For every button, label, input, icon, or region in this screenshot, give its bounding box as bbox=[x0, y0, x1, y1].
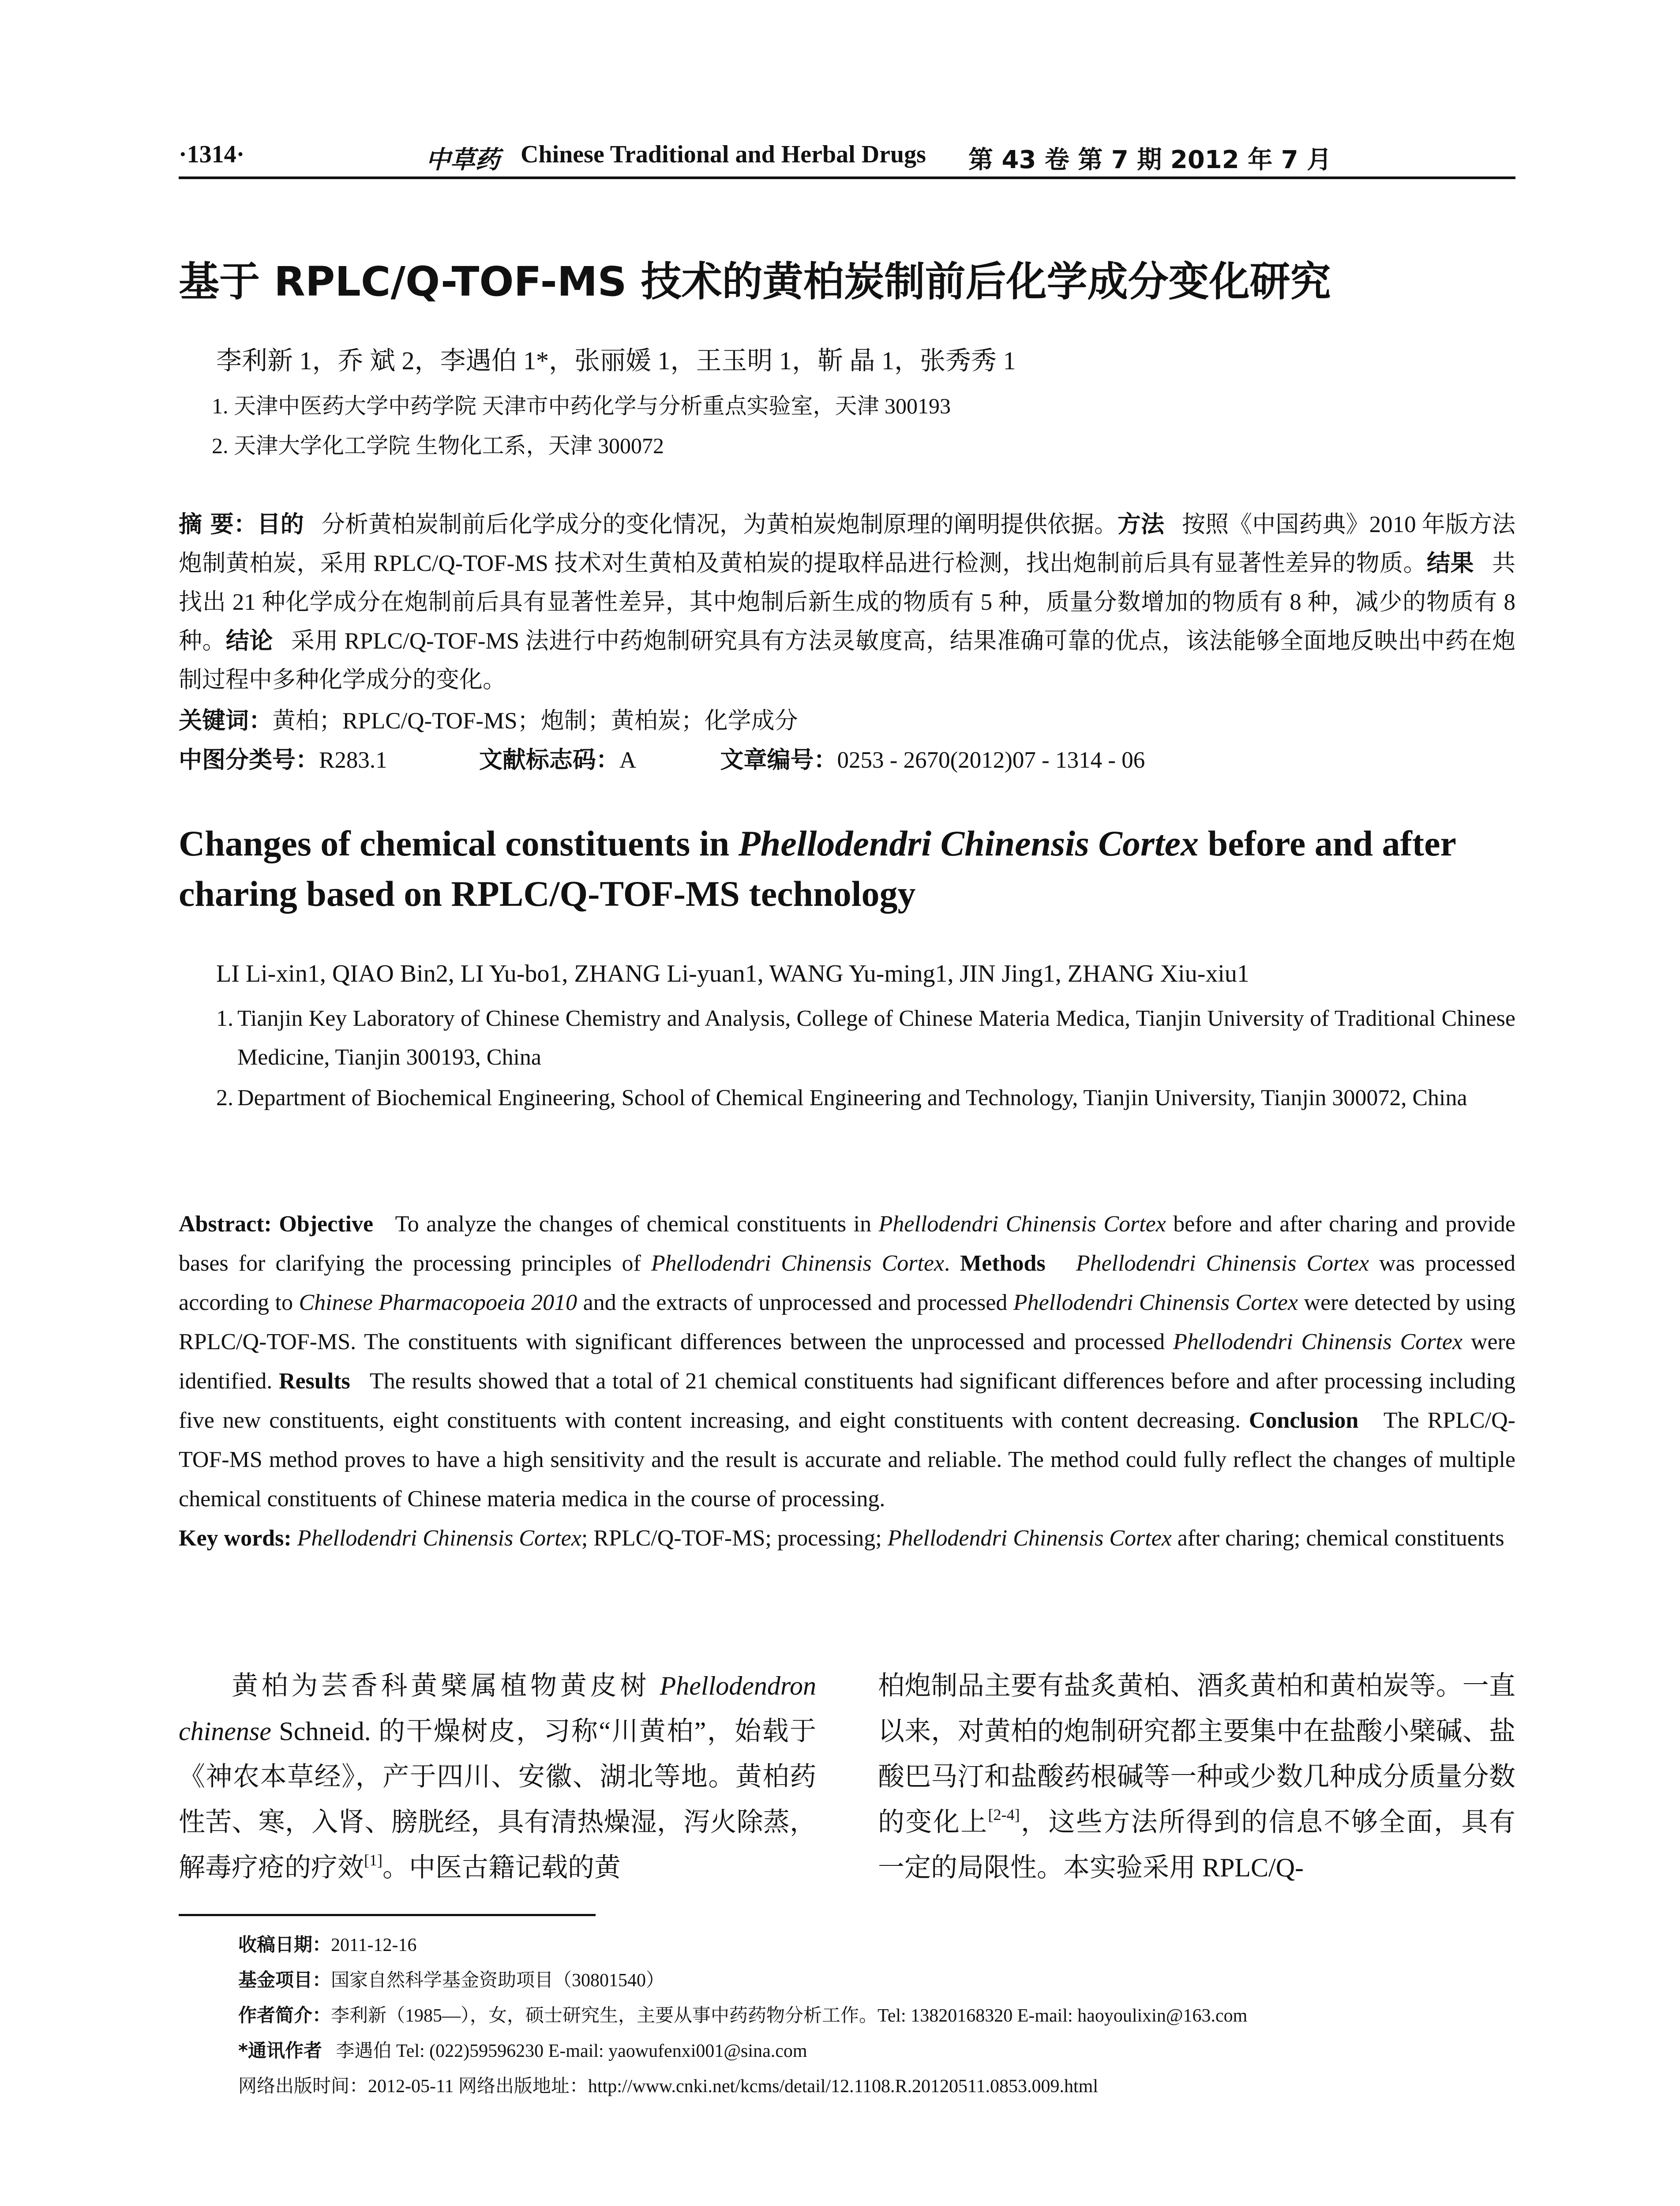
article-number-label: 文章编号： bbox=[720, 747, 837, 773]
received-label: 收稿日期： bbox=[238, 1934, 331, 1955]
keywords-en-species-2: Phellodendri Chinensis Cortex bbox=[887, 1526, 1172, 1551]
doc-code: A bbox=[619, 747, 635, 773]
results-label-cn: 结果 bbox=[1427, 550, 1474, 577]
body-left-b: Schneid. 的干燥树皮，习称“川黄柏”，始载于《神农本草经》，产于四川、安徽、湖北等地。黄柏药性苦、寒，入肾、膀胱经，具有清热燥湿，泻火除蒸，解毒疗疮的疗效 bbox=[179, 1717, 816, 1882]
methods-label-cn: 方法 bbox=[1117, 511, 1165, 538]
corresponding-label: *通讯作者 bbox=[238, 2040, 322, 2061]
affiliation-en-2-num: 2. bbox=[216, 1085, 233, 1111]
classification-line bbox=[179, 741, 1145, 775]
fund-label: 基金项目： bbox=[238, 1969, 331, 1991]
keywords-en-label: Key words: bbox=[179, 1526, 292, 1551]
fund-text: 国家自然科学基金资助项目（30801540） bbox=[331, 1970, 665, 1991]
abstract-en-objective-a: To analyze the changes of chemical constituents in bbox=[395, 1212, 879, 1237]
clc-label: 中图分类号： bbox=[179, 747, 319, 773]
keywords-cn-label: 关键词： bbox=[179, 707, 272, 734]
header-rule bbox=[179, 176, 1515, 179]
received-date: 2011-12-16 bbox=[331, 1935, 417, 1955]
footnote-rule bbox=[179, 1914, 596, 1916]
journal-name-en: Chinese Traditional and Herbal Drugs bbox=[521, 141, 926, 168]
abstract-en-objective-c: . bbox=[944, 1251, 950, 1276]
objective-label-cn: 目的 bbox=[257, 511, 304, 538]
corresponding-text: 李遇伯 Tel: (022)59596230 E-mail: yaowufenxi001@sina.com bbox=[336, 2041, 807, 2061]
footnote-corresponding bbox=[238, 2036, 807, 2063]
affiliation-cn-2: 2. 天津大学化工学院 生物化工系，天津 300072 bbox=[212, 433, 664, 458]
abstract-en-objective-b: before and after charing and provide bases for clarifying the processing principles of bbox=[179, 1212, 1515, 1276]
page-number: ·1314· bbox=[179, 141, 245, 168]
abstract-cn bbox=[179, 505, 1515, 699]
affiliation-cn-1: 1. 天津中医药大学中药学院 天津市中药化学与分析重点实验室，天津 300193 bbox=[212, 394, 951, 418]
title-cn: 基于 RPLC/Q-TOF-MS 技术的黄柏炭制前后化学成分变化研究 bbox=[179, 258, 1331, 305]
abstract-en-results-label: Results bbox=[278, 1369, 350, 1394]
issue-info: 第 43 卷 第 7 期 2012 年 7 月 bbox=[968, 146, 1332, 174]
body-right-a: 柏炮制品主要有盐炙黄柏、酒炙黄柏和黄柏炭等。一直以来，对黄柏的炮制研究都主要集中在盐酸小檗碱、盐酸巴马汀和盐酸药根碱等一种或少数几种成分质量分数的变化上 bbox=[878, 1671, 1515, 1837]
keywords-en-tail: after charing; chemical constituents bbox=[1171, 1526, 1504, 1551]
affiliation-en-1-text: Tianjin Key Laboratory of Chinese Chemistry and Analysis, College of Chinese Materia Medica, Tianjin University of Traditional Chinese Medicine, Tianjin 300193, China bbox=[237, 1006, 1515, 1070]
citation-2-4: [2-4] bbox=[988, 1805, 1020, 1823]
abstract-en-methods-label: Methods bbox=[960, 1251, 1046, 1276]
body-column-left bbox=[179, 1663, 816, 1891]
abstract-en-species-4: Phellodendri Chinensis Cortex bbox=[1013, 1290, 1298, 1315]
conclusion-label-cn: 结论 bbox=[225, 627, 273, 654]
abstract-en-species-3: Phellodendri Chinensis Cortex bbox=[1076, 1251, 1369, 1276]
author-bio-text: 李利新（1985—），女，硕士研究生，主要从事中药药物分析工作。Tel: 13820168320 E-mail: haoyoulixin@163.com bbox=[331, 2006, 1248, 2026]
abstract-cn-label: 摘 要： bbox=[179, 511, 257, 538]
title-en bbox=[179, 818, 1515, 919]
affiliation-en-1 bbox=[216, 999, 1515, 1077]
keywords-en-mid: ; RPLC/Q-TOF-MS; processing; bbox=[581, 1526, 888, 1551]
objective-cn: 分析黄柏炭制前后化学成分的变化情况，为黄柏炭炮制原理的阐明提供依据。 bbox=[321, 512, 1118, 537]
abstract-en-conclusion-label: Conclusion bbox=[1249, 1408, 1359, 1433]
footnote-fund bbox=[238, 1966, 664, 1992]
clc-code: R283.1 bbox=[319, 747, 387, 773]
doc-code-label: 文献标志码： bbox=[479, 747, 619, 773]
methods-cn: 按照《中国药典》2010 年版方法炮制黄柏炭，采用 RPLC/Q-TOF-MS 技术对生黄柏及黄柏炭的提取样品进行检测，找出炮制前后具有显著性差异的物质。 bbox=[179, 512, 1516, 576]
abstract-en-methods-c: were detected by using RPLC/Q-TOF-MS. The constituents with significant differences between the unprocessed and processed bbox=[179, 1290, 1515, 1354]
abstract-en-methods-a: was processed according to bbox=[179, 1251, 1515, 1315]
abstract-en-results: The results showed that a total of 21 chemical constituents had significant differences before and after processing including five new constituents, eight constituents with content increasing, and eight constituents with content decreasing. bbox=[179, 1369, 1515, 1433]
abstract-en-conclusion: The RPLC/Q-TOF-MS method proves to have a high sensitivity and the result is accurate and reliable. The method could fully reflect the changes of multiple chemical constituents of Chinese materia medica in the course of processing. bbox=[179, 1408, 1515, 1512]
abstract-en-species-1: Phellodendri Chinensis Cortex bbox=[878, 1212, 1166, 1237]
keywords-cn bbox=[179, 702, 1515, 740]
title-en-part1: Changes of chemical constituents in bbox=[179, 823, 739, 863]
abstract-en-species-5: Phellodendri Chinensis Cortex bbox=[1173, 1329, 1463, 1354]
abstract-en-label: Abstract: Objective bbox=[179, 1212, 374, 1237]
body-column-right bbox=[878, 1663, 1515, 1891]
body-right-b: ，这些方法所得到的信息不够全面，具有一定的局限性。本实验采用 RPLC/Q- bbox=[878, 1808, 1516, 1882]
conclusion-cn: 采用 RPLC/Q-TOF-MS 法进行中药炮制研究具有方法灵敏度高，结果准确可靠的优点，该法能够全面地反映出中药在炮制过程中多种化学成分的变化。 bbox=[179, 628, 1516, 693]
abstract-en-species-2: Phellodendri Chinensis Cortex bbox=[651, 1251, 945, 1276]
title-en-part2: before and after charing based on RPLC/Q-TOF-MS technology bbox=[179, 823, 1456, 914]
affiliation-en-2-text: Department of Biochemical Engineering, School of Chemical Engineering and Technology, Tianjin University, Tianjin 300072, China bbox=[237, 1085, 1467, 1111]
affiliation-en-1-num: 1. bbox=[216, 1006, 233, 1031]
keywords-cn-text: 黄柏；RPLC/Q-TOF-MS；炮制；黄柏炭；化学成分 bbox=[272, 708, 798, 734]
article-number: 0253 - 2670(2012)07 - 1314 - 06 bbox=[837, 747, 1145, 773]
citation-1: [1] bbox=[364, 1851, 382, 1869]
title-en-species: Phellodendri Chinensis Cortex bbox=[738, 823, 1199, 863]
abstract-en-methods-b: and the extracts of unprocessed and processed bbox=[577, 1290, 1013, 1315]
affiliation-en-2 bbox=[216, 1079, 1515, 1118]
body-left-c: 。中医古籍记载的黄 bbox=[382, 1853, 621, 1882]
footnote-received bbox=[238, 1930, 416, 1957]
keywords-en-species-1: Phellodendri Chinensis Cortex bbox=[297, 1526, 581, 1551]
authors-en: LI Li-xin1, QIAO Bin2, LI Yu-bo1, ZHANG Li-yuan1, WANG Yu-ming1, JIN Jing1, ZHANG Xiu-xiu1 bbox=[216, 960, 1249, 987]
journal-name-cn: 中草药 bbox=[426, 146, 500, 174]
body-left-species: Phellodendron chinense bbox=[179, 1671, 816, 1746]
footnote-author bbox=[238, 2001, 1247, 2027]
authors-cn: 李利新 1，乔 斌 2，李遇伯 1*，张丽媛 1，王玉明 1，靳 晶 1，张秀秀 1 bbox=[216, 346, 1016, 375]
author-bio-label: 作者简介： bbox=[238, 2004, 331, 2026]
results-cn: 共找出 21 种化学成分在炮制前后具有显著性差异，其中炮制后新生成的物质有 5 种，质量分数增加的物质有 8 种，减少的物质有 8 种。 bbox=[179, 551, 1516, 654]
abstract-en bbox=[179, 1204, 1515, 1558]
abstract-en-pharmacopoeia: Chinese Pharmacopoeia 2010 bbox=[299, 1290, 578, 1315]
body-left-a: 黄柏为芸香科黄檗属植物黄皮树 bbox=[232, 1671, 660, 1700]
footnote-online: 网络出版时间：2012-05-11 网络出版地址：http://www.cnki.net/kcms/detail/12.1108.R.20120511.0853.009.html bbox=[238, 2076, 1099, 2097]
abstract-en-methods-d: were identified. bbox=[179, 1329, 1515, 1394]
